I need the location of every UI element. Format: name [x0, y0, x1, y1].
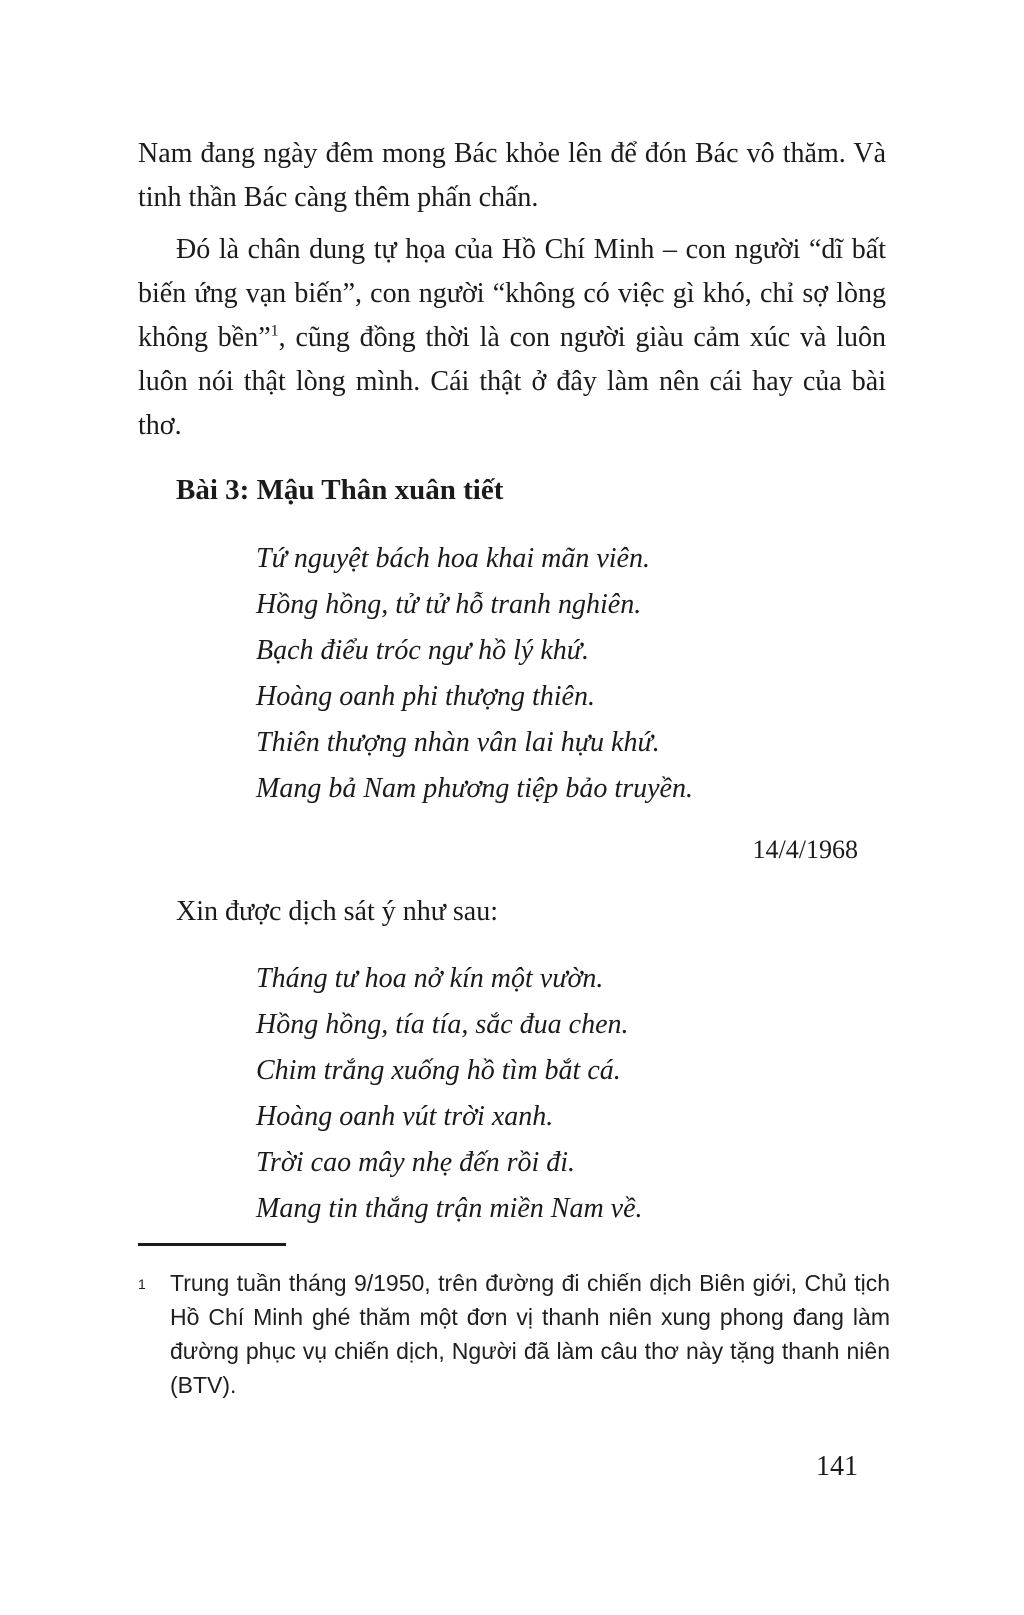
poem-line: Hoàng oanh vút trời xanh.	[256, 1101, 554, 1132]
poem-heading-title: Mậu Thân xuân tiết	[256, 474, 504, 506]
footnote	[138, 1266, 890, 1402]
footnote-reference-1: 1	[270, 322, 279, 340]
poem-heading	[138, 468, 886, 512]
poem-line: Trời cao mây nhẹ đến rồi đi.	[256, 1147, 576, 1178]
footnote-marker: 1	[138, 1276, 146, 1292]
footnote-section	[138, 1243, 890, 1402]
poem-line: Bạch điểu tróc ngư hồ lý khứ.	[256, 635, 590, 666]
paragraph-1-text: Nam đang ngày đêm mong Bác khỏe lên để đón Bác vô thăm. Và tinh thần Bác càng thêm phấn chấn.	[138, 138, 886, 213]
poem-line: Hồng hồng, tía tía, sắc đua chen.	[256, 1009, 629, 1040]
paragraph-2-text: Đó là chân dung tự họa của Hồ Chí Minh – con người “dĩ bất biến ứng vạn biến”, con người “không có việc gì khó, chỉ sợ lòng không bền”	[138, 234, 886, 353]
translation-intro: Xin được dịch sát ý như sau:	[176, 896, 498, 927]
poem-original	[256, 536, 886, 812]
poem-line: Mang bả Nam phương tiệp bảo truyền.	[256, 773, 693, 804]
poem-line: Hồng hồng, tử tử hỗ tranh nghiên.	[256, 589, 642, 620]
footnote-text: Trung tuần tháng 9/1950, trên đường đi chiến dịch Biên giới, Chủ tịch Hồ Chí Minh ghé thăm một đơn vị thanh niên xung phong đang làm đường phục vụ chiến dịch, Người đã làm câu thơ này tặng thanh niên (BTV).	[170, 1270, 890, 1398]
footnote-divider	[138, 1243, 286, 1246]
poem-line: Thiên thượng nhàn vân lai hựu khứ.	[256, 727, 660, 758]
poem-line: Chim trắng xuống hồ tìm bắt cá.	[256, 1055, 621, 1086]
poem-line: Hoàng oanh phi thượng thiên.	[256, 681, 595, 712]
poem-date: 14/4/1968	[752, 835, 858, 864]
poem-line: Mang tin thắng trận miền Nam về.	[256, 1193, 643, 1224]
poem-line: Tháng tư hoa nở kín một vườn.	[256, 963, 604, 994]
paragraph-1	[138, 132, 886, 220]
poem-line: Tứ nguyệt bách hoa khai mãn viên.	[256, 543, 650, 574]
paragraph-2	[138, 228, 886, 448]
page-number: 141	[816, 1451, 858, 1482]
poem-translation	[256, 956, 886, 1232]
poem-heading-prefix: Bài 3:	[176, 474, 257, 506]
paragraph-2-text-continued: , cũng đồng thời là con người giàu cảm xúc và luôn luôn nói thật lòng mình. Cái thật ở đây làm nên cái hay của bài thơ.	[138, 322, 887, 441]
